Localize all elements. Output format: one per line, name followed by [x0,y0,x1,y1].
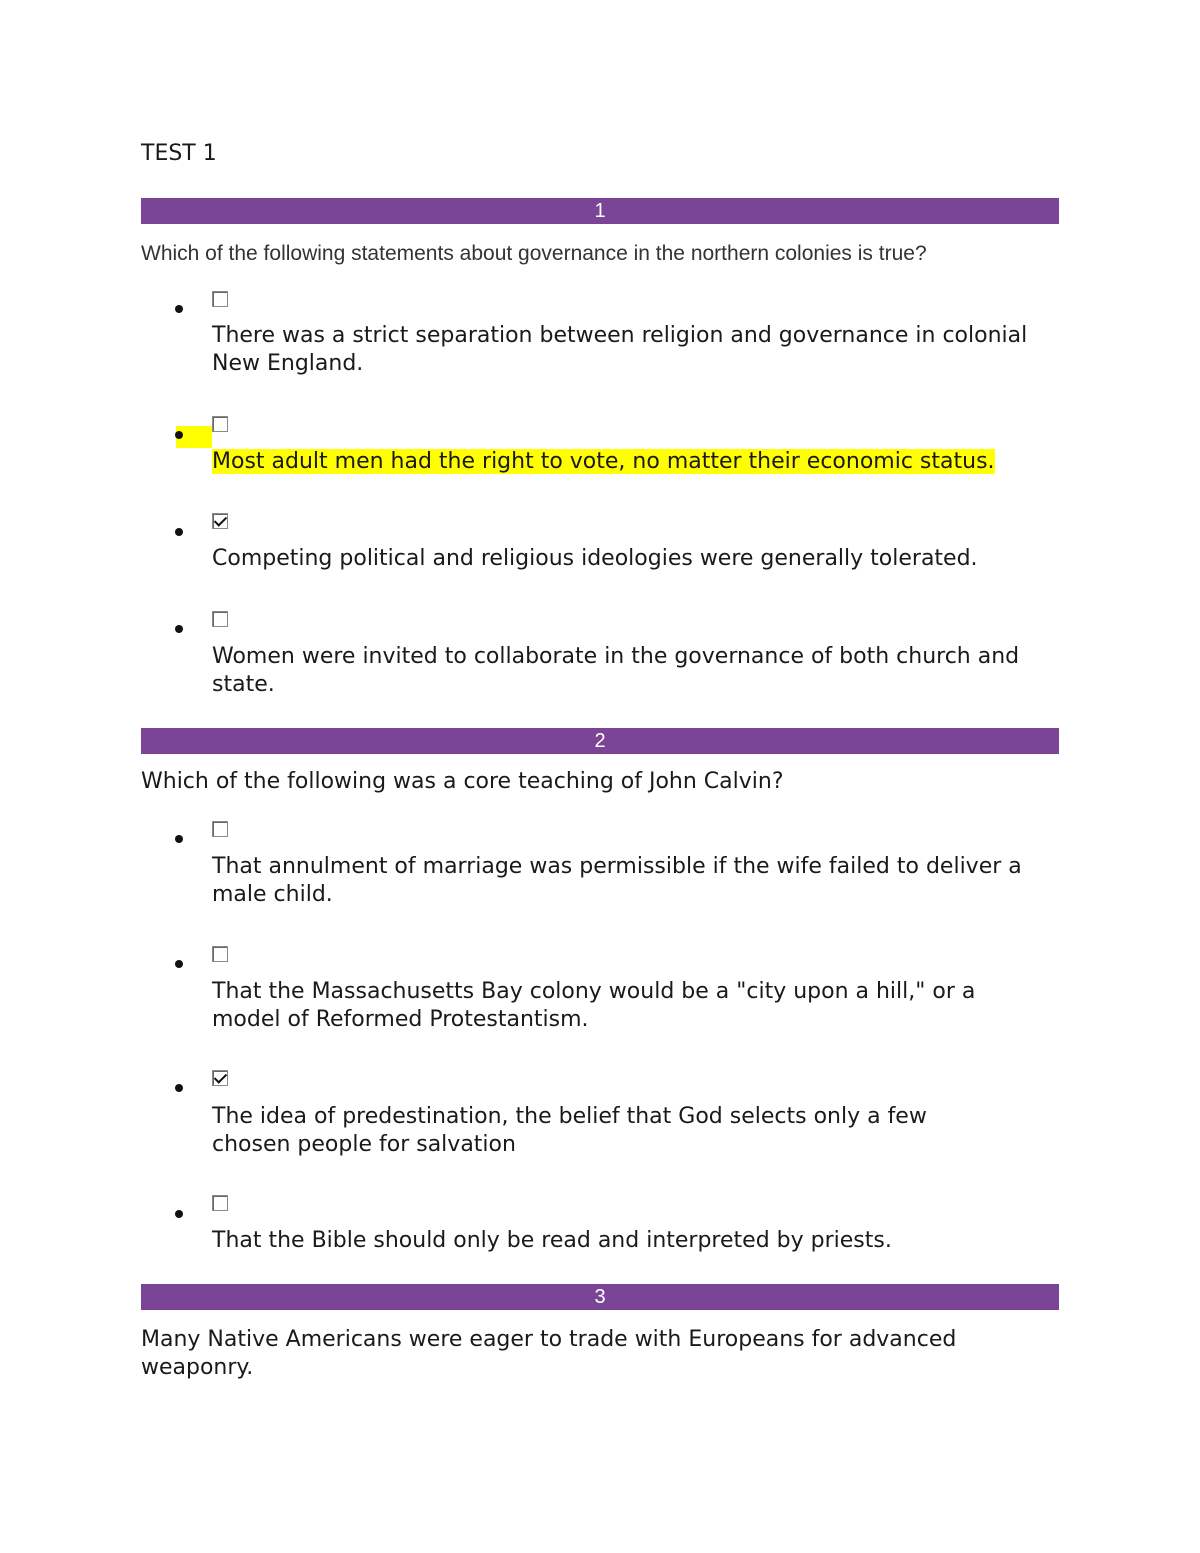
list-bullet [175,625,183,633]
question-1-option-3-checkbox-checked[interactable] [212,513,228,529]
question-3-header: 3 [141,1284,1059,1310]
list-bullet [175,528,183,536]
list-bullet [175,835,183,843]
highlighted-answer: Most adult men had the right to vote, no matter their economic status. [212,449,995,474]
question-2-option-2-checkbox[interactable] [212,946,228,962]
question-1-option-3-text: Competing political and religious ideologies were generally tolerated. [212,546,978,571]
question-2-option-4-checkbox[interactable] [212,1195,228,1211]
question-2-text: Which of the following was a core teaching of John Calvin? [141,769,784,794]
question-2-option-3-text: The idea of predestination, the belief that God selects only a few chosen people for salvation [212,1104,927,1157]
question-1-option-1-text: There was a strict separation between religion and governance in colonial New England. [212,323,1028,376]
list-bullet [175,305,183,313]
question-1-option-1-checkbox[interactable] [212,291,228,307]
list-bullet [175,431,183,439]
question-2-option-4-text: That the Bible should only be read and interpreted by priests. [212,1228,892,1253]
list-bullet [175,1210,183,1218]
question-2-option-1-checkbox[interactable] [212,821,228,837]
question-1-option-2-text [212,448,1072,476]
question-1-header: 1 [141,198,1059,224]
list-bullet [175,1084,183,1092]
question-1-text: Which of the following statements about governance in the northern colonies is true? [141,242,927,265]
question-1-option-4-text: Women were invited to collaborate in the governance of both church and state. [212,644,1020,697]
page-title: TEST 1 [141,141,217,166]
question-2-header: 2 [141,728,1059,754]
question-3-text: Many Native Americans were eager to trade with Europeans for advanced weaponry. [141,1327,957,1380]
question-1-option-2-checkbox[interactable] [212,416,228,432]
question-2-option-1-text: That annulment of marriage was permissible if the wife failed to deliver a male child. [212,854,1022,907]
question-1-option-4-checkbox[interactable] [212,611,228,627]
list-bullet [175,960,183,968]
question-2-option-2-text: That the Massachusetts Bay colony would be a "city upon a hill," or a model of Reformed Protestantism. [212,979,976,1032]
question-2-option-3-checkbox-checked[interactable] [212,1070,228,1086]
